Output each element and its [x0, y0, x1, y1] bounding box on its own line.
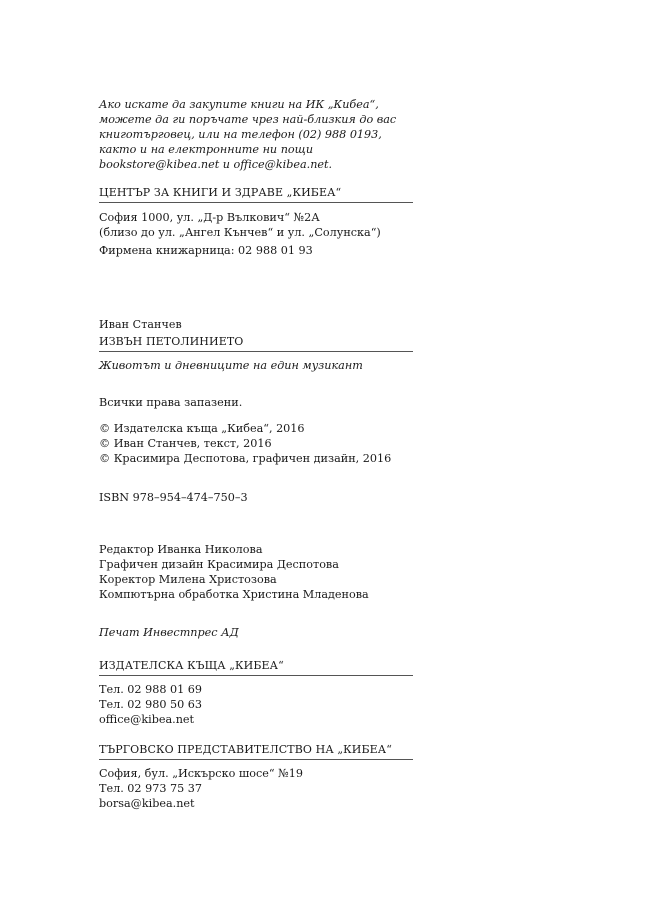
- center-address: София 1000, ул. „Д-р Вълкович“ №2А: [99, 211, 320, 224]
- isbn: ISBN 978–954–474–750–3: [99, 491, 248, 504]
- credit-line: Редактор Иванка Николова: [99, 543, 263, 556]
- printing-section: [99, 625, 419, 640]
- book-title: ИЗВЪН ПЕТОЛИНИЕТО: [99, 335, 244, 348]
- publisher-phone: Тел. 02 980 50 63: [99, 698, 203, 711]
- copyright-line: © Иван Станчев, текст, 2016: [99, 437, 272, 450]
- center-section: [99, 186, 419, 258]
- publisher-phone: Тел. 02 988 01 69: [99, 683, 203, 696]
- trade-phone: Тел. 02 973 75 37: [99, 782, 203, 795]
- purchase-line: книготърговец, или на телефон (02) 988 0193,: [99, 128, 382, 141]
- book-divider: [99, 351, 413, 352]
- purchase-line: можете да ги поръчате чрез най-близкия до вас: [99, 113, 397, 126]
- purchase-line: както и на електронните ни пощи: [99, 143, 314, 156]
- book-info: [99, 318, 419, 373]
- purchase-line: Ако искате да закупите книги на ИК „Кибеа“,: [99, 98, 379, 111]
- center-address-note: (близо до ул. „Ангел Кънчев“ и ул. „Солунска“): [99, 226, 381, 239]
- trade-address: София, бул. „Искърско шосе“ №19: [99, 767, 303, 780]
- credit-line: Графичен дизайн Красимира Деспотова: [99, 558, 339, 571]
- center-divider: [99, 202, 413, 203]
- book-author: Иван Станчев: [99, 318, 182, 331]
- publisher-divider: [99, 675, 413, 676]
- credits-section: [99, 542, 419, 602]
- publisher-section: [99, 659, 419, 727]
- trade-heading: ТЪРГОВСКО ПРЕДСТАВИТЕЛСТВО НА „КИБЕА“: [99, 743, 392, 756]
- publisher-email: office@kibea.net: [99, 713, 195, 726]
- center-heading: ЦЕНТЪР ЗА КНИГИ И ЗДРАВЕ „КИБЕА“: [99, 186, 342, 199]
- credit-line: Коректор Милена Христозова: [99, 573, 277, 586]
- purchase-line: bookstore@kibea.net и office@kibea.net.: [99, 158, 333, 171]
- trade-section: [99, 743, 419, 811]
- rights-reserved: Всички права запазени.: [99, 396, 243, 409]
- purchase-info: [99, 97, 419, 172]
- publisher-heading: ИЗДАТЕЛСКА КЪЩА „КИБЕА“: [99, 659, 284, 672]
- book-subtitle: Животът и дневниците на един музикант: [99, 359, 363, 372]
- credit-line: Компютърна обработка Христина Младенова: [99, 588, 369, 601]
- trade-email: borsa@kibea.net: [99, 797, 195, 810]
- copyright-line: © Издателска къща „Кибеа“, 2016: [99, 422, 305, 435]
- rights-section: [99, 395, 419, 505]
- copyright-line: © Красимира Деспотова, графичен дизайн, 2016: [99, 452, 392, 465]
- printing-info: Печат Инвестпрес АД: [99, 626, 239, 639]
- trade-divider: [99, 759, 413, 760]
- center-bookstore-phone: Фирмена книжарница: 02 988 01 93: [99, 244, 313, 257]
